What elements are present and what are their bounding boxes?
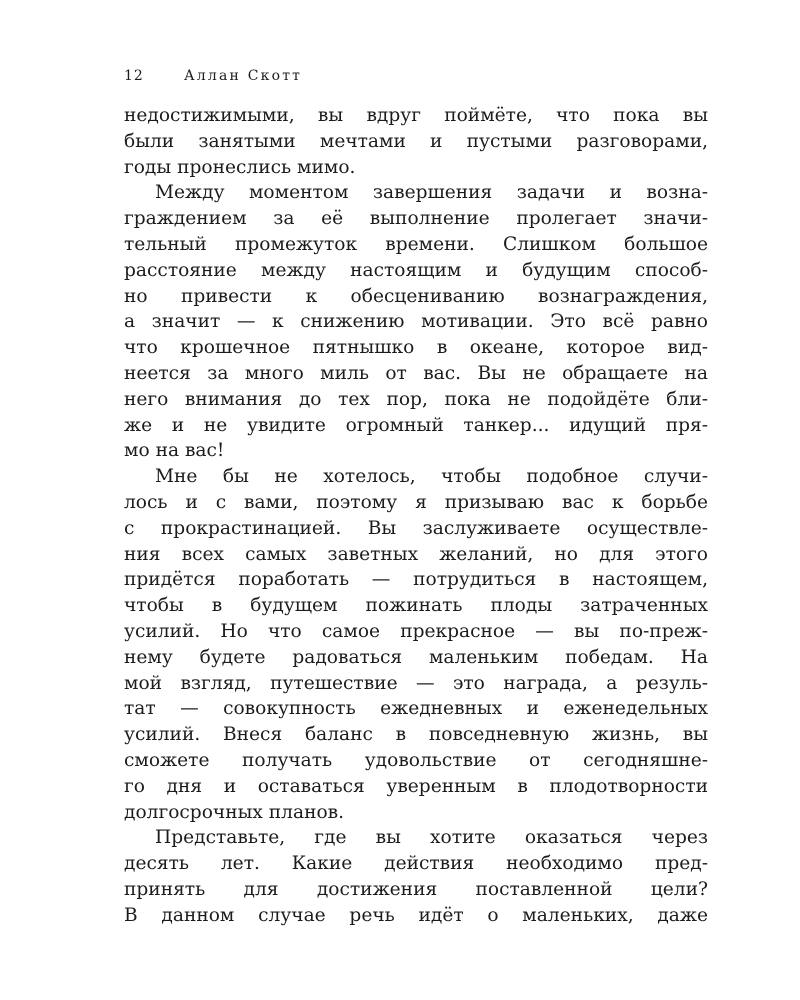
text-line: что крошечное пятнышко в океане, которое вид-	[124, 337, 708, 359]
text-line: Между моментом завершения задачи и возна-	[155, 182, 708, 204]
text-line: ния всех самых заветных желаний, но для этого	[124, 543, 708, 565]
text-line: усилий. Но что самое прекрасное — вы по-преж-	[124, 620, 708, 642]
text-line: усилий. Внеся баланс в повседневную жизнь, вы	[124, 724, 708, 746]
text-line: же и не увидите огромный танкер... идущий пря-	[124, 414, 708, 436]
text-line: но привести к обесцениванию вознаграждения,	[124, 285, 708, 307]
body-text	[124, 103, 708, 929]
text-line: с прокрастинацией. Вы заслуживаете осуществле-	[124, 517, 708, 539]
text-line: нему будете радоваться маленьким победам. На	[124, 646, 708, 668]
text-line: го дня и оставаться уверенным в плодотворности	[124, 775, 708, 797]
text-line: десять лет. Какие действия необходимо пред-	[124, 853, 708, 875]
text-line: принять для достижения поставленной цели?	[124, 878, 708, 900]
text-line: долгосрочных планов.	[124, 801, 345, 823]
text-line: лось и с вами, поэтому я призываю вас к борьбе	[124, 491, 708, 513]
running-header	[124, 66, 302, 86]
text-line: мо на вас!	[124, 440, 225, 462]
text-line: недостижимыми, вы вдруг поймёте, что пока вы	[124, 105, 708, 126]
text-line: были занятыми мечтами и пустыми разговорами,	[124, 130, 708, 152]
page-number: 12	[124, 68, 144, 84]
text-line: него внимания до тех пор, пока не подойдёте бли-	[124, 388, 708, 410]
text-line: Мне бы не хотелось, чтобы подобное случи-	[155, 466, 708, 488]
text-line: мой взгляд, путешествие — это награда, а резуль-	[124, 672, 708, 694]
text-line: В данном случае речь идёт о маленьких, даже	[124, 904, 708, 926]
text-line: неется за много миль от вас. Вы не обращаете на	[124, 362, 708, 384]
text-line: граждением за её выполнение пролегает значи-	[124, 208, 708, 230]
text-line: сможете получать удовольствие от сегодняшне-	[124, 749, 708, 771]
author-name: Аллан Скотт	[184, 68, 303, 84]
text-line: тат — совокупность ежедневных и еженедельных	[124, 698, 708, 720]
text-line: чтобы в будущем пожинать плоды затраченных	[124, 595, 708, 617]
text-line: годы пронеслись мимо.	[124, 156, 356, 178]
text-line: а значит — к снижению мотивации. Это всё равно	[124, 311, 708, 333]
text-line: тельный промежуток времени. Слишком большое	[124, 233, 708, 255]
text-line: расстояние между настоящим и будущим способ-	[124, 259, 708, 281]
text-line: придётся поработать — потрудиться в настоящем,	[124, 569, 708, 591]
text-line: Представьте, где вы хотите оказаться через	[155, 827, 708, 849]
